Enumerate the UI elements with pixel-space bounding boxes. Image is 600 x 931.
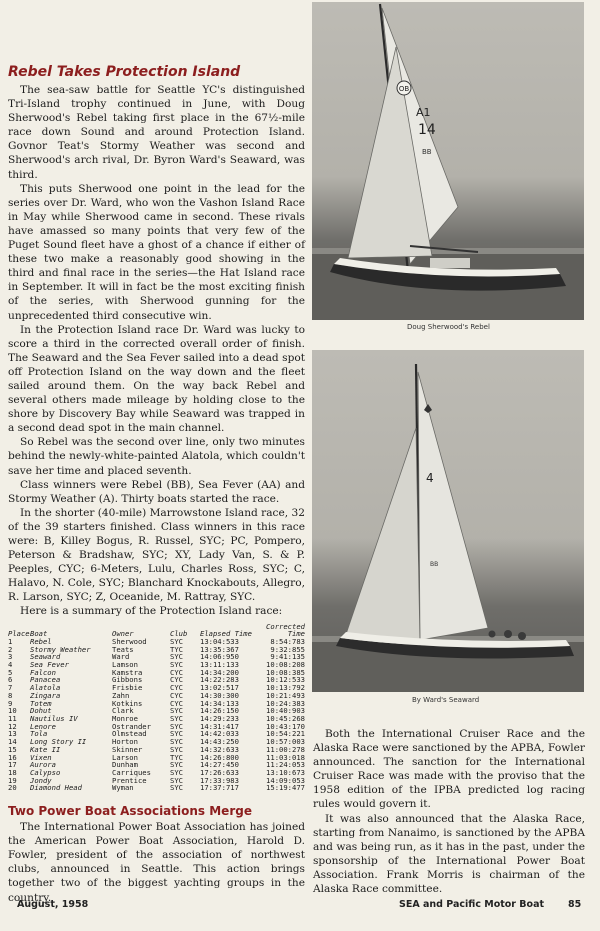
cell-corrected: 10:08:385 <box>266 667 305 677</box>
photo-caption: Doug Sherwood's Rebel <box>407 323 490 331</box>
cell-elapsed: 14:26:800 <box>200 752 239 762</box>
cell-place: 12 <box>8 721 17 731</box>
cell-boat: Stormy Weather <box>30 644 91 654</box>
cell-owner: Wyman <box>112 783 134 793</box>
cell-boat: Zingara <box>30 690 61 700</box>
cell-club: SYC <box>170 636 183 646</box>
article-headline: Rebel Takes Protection Island <box>8 64 241 80</box>
cell-owner: Skinner <box>112 744 143 754</box>
cell-corrected: 10:21:493 <box>266 690 305 700</box>
cell-corrected: 11:00:278 <box>266 744 305 754</box>
cell-place: 8 <box>8 690 13 700</box>
cell-place: 14 <box>8 737 17 747</box>
article2-paragraph: Both the International Cruiser Race and the Alaska Race were sanctioned by the APBA, Fowler announced. The sanction for the International Cruiser Race was made with the proviso that the 1958 edition of the IPBA predicted log racing rules would govern it. <box>313 728 585 811</box>
cell-elapsed: 14:42:033 <box>200 729 239 739</box>
cell-elapsed: 14:31:417 <box>200 721 239 731</box>
cell-boat: Vixen <box>30 752 52 762</box>
cell-place: 15 <box>8 744 17 754</box>
cell-elapsed: 14:43:250 <box>200 737 239 747</box>
cell-club: SYC <box>170 660 183 670</box>
cell-corrected: 9:32:855 <box>270 644 305 654</box>
cell-elapsed: 13:11:133 <box>200 660 239 670</box>
cell-boat: Nautilus IV <box>30 714 78 723</box>
cell-place: 1 <box>8 636 13 646</box>
cell-owner: Lamson <box>112 660 138 670</box>
sail-number-14: 14 <box>418 122 436 138</box>
cell-boat: Diamond Head <box>30 783 82 793</box>
cell-boat: Tola <box>30 729 48 739</box>
cell-owner: Prentice <box>112 775 147 785</box>
cell-corrected: 10:43:170 <box>266 721 305 731</box>
cell-boat: Lenore <box>30 721 56 731</box>
cell-place: 2 <box>8 644 13 654</box>
cell-elapsed: 14:29:233 <box>200 714 239 723</box>
cell-owner: Dunham <box>112 760 138 770</box>
cell-place: 11 <box>8 714 17 723</box>
cell-boat: Alatola <box>30 683 61 693</box>
cell-corrected: 10:12:533 <box>266 675 305 685</box>
cell-boat: Dohut <box>30 706 52 716</box>
publication-name: SEA and Pacific Motor Boat <box>399 899 545 910</box>
cell-boat: Kate II <box>30 744 61 754</box>
cell-elapsed: 14:06:950 <box>200 652 239 662</box>
article2-paragraph: The International Power Boat Association has joined the American Power Boat Association, Harold D. Fowler, president of the association of northwest clubs, announced in Seattle. This action brings together two of the biggest yachting groups in the country. <box>8 821 305 904</box>
table-row <box>8 746 305 754</box>
cell-elapsed: 14:30:300 <box>200 690 239 700</box>
cell-owner: Sherwood <box>112 636 147 646</box>
cell-club: CYC <box>170 675 183 685</box>
left-column <box>8 64 305 905</box>
photo-seaward <box>312 350 584 692</box>
cell-elapsed: 17:26:633 <box>200 767 239 777</box>
cell-place: 16 <box>8 752 17 762</box>
cell-club: CYC <box>170 698 183 708</box>
cell-corrected: 10:54:221 <box>266 729 305 739</box>
page-number: 85 <box>568 899 582 910</box>
cell-place: 6 <box>8 675 13 685</box>
cell-owner: Larson <box>112 752 138 762</box>
issue-date: August, 1958 <box>17 899 89 910</box>
cell-elapsed: 13:02:517 <box>200 683 239 693</box>
cell-club: SYC <box>170 760 183 770</box>
right-column-text <box>313 727 585 896</box>
cell-owner: Carriques <box>112 767 151 777</box>
cell-club: SYC <box>170 729 183 739</box>
article-paragraph: This puts Sherwood one point in the lead for the series over Dr. Ward, who won the Vashon Island Race in May while Sherwood came in second. These rivals have amassed so many points that very few of the Puget Sound fleet have a ghost of a chance if either of these two make a reasonably good showing in the third and final race in the series—the Hat Island race in September. It will in fact be the most exciting finish of the series, with Sherwood gunning for the unprecedented third consecutive win. <box>8 182 305 322</box>
cell-owner: Ostrander <box>112 721 151 731</box>
cell-boat: Panacea <box>30 675 61 685</box>
cell-place: 9 <box>8 698 13 708</box>
photo-rebel <box>312 2 584 320</box>
cell-boat: Jondy <box>30 775 52 785</box>
sail-number-a1: A1 <box>416 106 431 119</box>
cell-corrected: 9:41:135 <box>270 652 305 662</box>
cell-place: 4 <box>8 660 13 670</box>
cell-club: SYC <box>170 744 183 754</box>
cell-corrected: 14:09:053 <box>266 775 305 785</box>
cell-corrected: 10:57:003 <box>266 737 305 747</box>
cell-corrected: 10:45:268 <box>266 714 305 723</box>
cell-boat: Aurora <box>30 760 56 770</box>
cell-elapsed: 14:22:283 <box>200 675 239 685</box>
article-paragraph: Here is a summary of the Protection Island race: <box>20 605 283 618</box>
cell-place: 20 <box>8 783 17 793</box>
cell-corrected: 11:03:018 <box>266 752 305 762</box>
cell-place: 5 <box>8 667 13 677</box>
sail-badge-text: OB <box>398 85 410 93</box>
cell-corrected: 13:10:673 <box>266 767 305 777</box>
table-row <box>8 692 305 700</box>
cell-corrected: 10:13:792 <box>266 683 305 693</box>
col-header-elapsed: Elapsed Time <box>200 629 252 639</box>
cell-elapsed: 13:04:533 <box>200 636 239 646</box>
cell-corrected: 8:54:783 <box>270 636 305 646</box>
article2-paragraph: It was also announced that the Alaska Race, starting from Nanaimo, is sanctioned by the APBA and was being run, as it has in the past, under the sponsorship of the International Power Boat Association. Frank Morris is chairman of the Alaska Race committee. <box>313 812 585 896</box>
table-header-row <box>8 623 305 638</box>
table-row <box>8 700 305 708</box>
cell-club: SYC <box>170 706 183 716</box>
cell-elapsed: 14:32:633 <box>200 744 239 754</box>
cell-elapsed: 17:37:717 <box>200 783 239 793</box>
table-row <box>8 723 305 731</box>
cell-owner: Zahn <box>112 690 130 700</box>
cell-owner: Kamstra <box>112 667 143 677</box>
cell-owner: Clark <box>112 706 134 716</box>
race-results-table <box>8 623 305 792</box>
cell-club: TYC <box>170 752 183 762</box>
cell-club: SYC <box>170 652 183 662</box>
cell-elapsed: 13:35:367 <box>200 644 239 654</box>
col-header-corrected: Corrected Time <box>266 621 305 639</box>
sail-number-4: 4 <box>426 471 434 485</box>
cell-boat: Long Story II <box>30 737 87 747</box>
cell-owner: Horton <box>112 737 138 747</box>
cell-club: SYC <box>170 721 183 731</box>
cell-club: CYC <box>170 683 183 693</box>
cell-owner: Gibbons <box>112 675 143 685</box>
cell-place: 18 <box>8 767 17 777</box>
cell-corrected: 10:08:208 <box>266 660 305 670</box>
cell-corrected: 10:24:383 <box>266 698 305 708</box>
cell-corrected: 10:40:903 <box>266 706 305 716</box>
cell-place: 19 <box>8 775 17 785</box>
cell-place: 17 <box>8 760 17 770</box>
table-row <box>8 784 305 792</box>
cell-elapsed: 14:27:450 <box>200 760 239 770</box>
cell-owner: Monroe <box>112 714 138 723</box>
cell-owner: Ward <box>112 652 130 662</box>
table-body <box>8 638 305 792</box>
cell-owner: Teats <box>112 644 134 654</box>
article-paragraph: So Rebel was the second over line, only two minutes behind the newly-white-painted Alatola, which couldn't save her time and placed seventh. <box>8 436 305 477</box>
cell-club: TYC <box>170 644 183 654</box>
cell-club: SYC <box>170 775 183 785</box>
cell-boat: Totem <box>30 698 52 708</box>
cell-place: 7 <box>8 683 13 693</box>
sail-badge <box>397 81 411 95</box>
col-header-boat: Boat <box>30 629 48 639</box>
cell-boat: Sea Fever <box>30 660 69 670</box>
article-paragraph: In the Protection Island race Dr. Ward was lucky to score a third in the corrected overall order of finish. The Seaward and the Sea Fever sailed into a dead spot off Protection Island on the way down and the fleet sailed around them. On the way back Rebel and several others made mileage by holding close to the shore by Discovery Bay while Seaward was trapped in a second dead spot in the main channel. <box>8 323 305 435</box>
cell-club: SYC <box>170 714 183 723</box>
cell-club: SYC <box>170 737 183 747</box>
cell-owner: Olmstead <box>112 729 147 739</box>
sail-class-bb: BB <box>430 561 439 568</box>
cell-boat: Rebel <box>30 636 52 646</box>
cell-boat: Falcon <box>30 667 56 677</box>
article-paragraph: The sea-saw battle for Seattle YC's distinguished Tri-Island trophy continued in June, with Doug Sherwood's Rebel taking first place in the 67½-mile race down Sound and around Protection Island. Govnor Teat's Stormy Weather was second and Sherwood's arch rival, Dr. Byron Ward's Seaward, was third. <box>8 84 305 181</box>
cell-place: 10 <box>8 706 17 716</box>
cell-club: CYC <box>170 667 183 677</box>
cell-elapsed: 14:34:133 <box>200 698 239 708</box>
cell-club: CYC <box>170 690 183 700</box>
cell-elapsed: 14:26:150 <box>200 706 239 716</box>
cell-elapsed: 14:34:200 <box>200 667 239 677</box>
col-header-place: Place <box>8 629 30 639</box>
cell-corrected: 15:19:477 <box>266 783 305 793</box>
cell-place: 13 <box>8 729 17 739</box>
cell-elapsed: 17:33:983 <box>200 775 239 785</box>
article-paragraph: Class winners were Rebel (BB), Sea Fever (AA) and Stormy Weather (A). Thirty boats started the race. <box>8 478 305 505</box>
cell-boat: Seaward <box>30 652 61 662</box>
cell-club: SYC <box>170 767 183 777</box>
cell-owner: Frisbie <box>112 683 143 693</box>
col-header-owner: Owner <box>112 629 134 639</box>
cell-place: 3 <box>8 652 13 662</box>
article2-headline: Two Power Boat Associations Merge <box>8 804 252 819</box>
cell-corrected: 11:24:053 <box>266 760 305 770</box>
table-row <box>8 769 305 777</box>
sail-class-bb: BB <box>422 148 432 156</box>
cell-owner: Kotkins <box>112 698 143 708</box>
cell-club: SYC <box>170 783 183 793</box>
photo-caption: By Ward's Seaward <box>412 696 480 704</box>
col-header-club: Club <box>170 629 188 639</box>
cell-boat: Calypso <box>30 767 61 777</box>
article-paragraph: In the shorter (40-mile) Marrowstone Island race, 32 of the 39 starters finished. Class winners in this race were: B, Killey Bogus, R. Russel, SYC; PC, Pompero, Peterson & Bradshaw, SYC; XY, Lady Van, S. & P. Peeples, CYC; 6-Meters, Lulu, Charles Ross, SYC; C, Halavo, N. Cole, SYC; Blanchard Knockabouts, Allegro, R. Larson, SYC; Z, Oceanide, M. Rattray, SYC. <box>8 506 305 604</box>
